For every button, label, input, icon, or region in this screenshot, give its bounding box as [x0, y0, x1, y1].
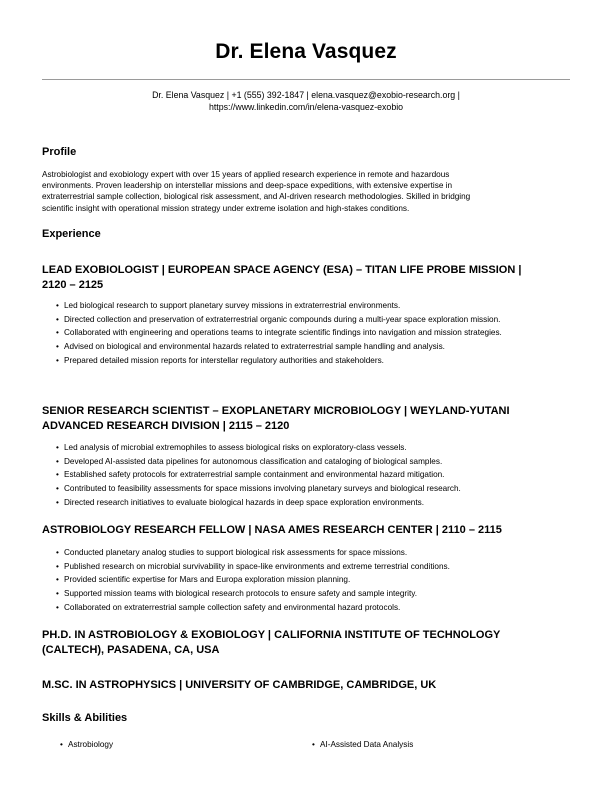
list-item: • Published research on microbial survivability in space-like environments and extreme terrestrial conditions.: [56, 561, 570, 572]
profile-summary: [42, 169, 570, 214]
education-entry: [42, 628, 578, 657]
profile-line: extraterrestrial sample collection, biological risk assessment, and AI-driven research methodologies. Skilled in bridging: [42, 192, 471, 202]
list-item: • Developed AI-assisted data pipelines for autonomous classification and cataloging of biological samples.: [56, 456, 570, 467]
job-title: [42, 404, 578, 433]
job-title-line: LEAD EXOBIOLOGIST | EUROPEAN SPACE AGENCY (ESA) – TITAN LIFE PROBE MISSION |: [42, 264, 522, 276]
education-line: (CALTECH), PASADENA, CA, USA: [42, 643, 220, 656]
contact-line-linkedin: https://www.linkedin.com/in/elena-vasquez-exobio: [208, 102, 404, 112]
profile-line: scientific insight with operational mission strategy under extreme isolation and high-stakes conditions.: [42, 203, 410, 213]
list-item: • Conducted planetary analog studies to support biological risk assessments for space missions.: [56, 547, 570, 558]
list-item: • Led analysis of microbial extremophiles to assess biological risks on exploratory-class vessels.: [56, 442, 570, 453]
header-divider: [42, 79, 570, 80]
job-title-line: 2120 – 2125: [42, 278, 104, 291]
education-entry: [42, 678, 578, 693]
list-item: • Contributed to feasibility assessments for space missions involving planetary surveys and biological research.: [56, 483, 570, 494]
list-item: • Advised on biological and environmental hazards related to extraterrestrial sample handling and analysis.: [56, 341, 570, 352]
job-title: [42, 523, 578, 538]
contact-line: Dr. Elena Vasquez | +1 (555) 392-1847 | elena.vasquez@exobio-research.org |: [152, 90, 460, 100]
education-line: PH.D. IN ASTROBIOLOGY & EXOBIOLOGY | CALIFORNIA INSTITUTE OF TECHNOLOGY: [42, 629, 501, 641]
profile-line: environments. Proven leadership on interstellar missions and deep-space expeditions, with extensive expertise in: [42, 181, 453, 191]
education-line: M.SC. IN ASTROPHYSICS | UNIVERSITY OF CAMBRIDGE, CAMBRIDGE, UK: [42, 679, 437, 691]
job-title-line: SENIOR RESEARCH SCIENTIST – EXOPLANETARY MICROBIOLOGY | WEYLAND-YUTANI: [42, 405, 510, 417]
list-item: • Collaborated on extraterrestrial sample collection safety and environmental hazard protocols.: [56, 602, 570, 613]
profile-heading: Profile: [42, 146, 77, 158]
list-item: • Directed research initiatives to evaluate biological hazards in deep space exploration environments.: [56, 497, 570, 508]
job-title-line: ASTROBIOLOGY RESEARCH FELLOW | NASA AMES RESEARCH CENTER | 2110 – 2115: [42, 524, 502, 536]
skill-item: • Astrobiology: [60, 740, 113, 749]
list-item: • Directed collection and preservation of extraterrestrial organic compounds during a multi-year space exploration mission.: [56, 314, 570, 325]
list-item: • Collaborated with engineering and operations teams to integrate scientific findings into navigation and mission strategies.: [56, 327, 570, 338]
contact-info: [42, 89, 570, 113]
profile-line: Astrobiologist and exobiology expert with over 15 years of applied research experience in remote and hazardous: [42, 170, 450, 179]
list-item: • Supported mission teams with biological research protocols to ensure safety and sample integrity.: [56, 588, 570, 599]
list-item: • Prepared detailed mission reports for interstellar regulatory authorities and stakeholders.: [56, 355, 570, 366]
job-bullets: [56, 300, 570, 368]
job-title: [42, 263, 578, 292]
experience-heading: Experience: [42, 228, 101, 240]
job-title-line: ADVANCED RESEARCH DIVISION | 2115 – 2120: [42, 419, 290, 432]
list-item: • Provided scientific expertise for Mars and Europa exploration mission planning.: [56, 574, 570, 585]
job-bullets: [56, 547, 570, 615]
list-item: • Established safety protocols for extraterrestrial sample containment and environmental hazard mitigation.: [56, 469, 570, 480]
list-item: • Led biological research to support planetary survey missions in extraterrestrial environments.: [56, 300, 570, 311]
job-bullets: [56, 442, 570, 510]
candidate-name: Dr. Elena Vasquez: [215, 40, 397, 63]
skills-heading: Skills & Abilities: [42, 712, 128, 724]
skill-item: • AI-Assisted Data Analysis: [312, 740, 413, 749]
